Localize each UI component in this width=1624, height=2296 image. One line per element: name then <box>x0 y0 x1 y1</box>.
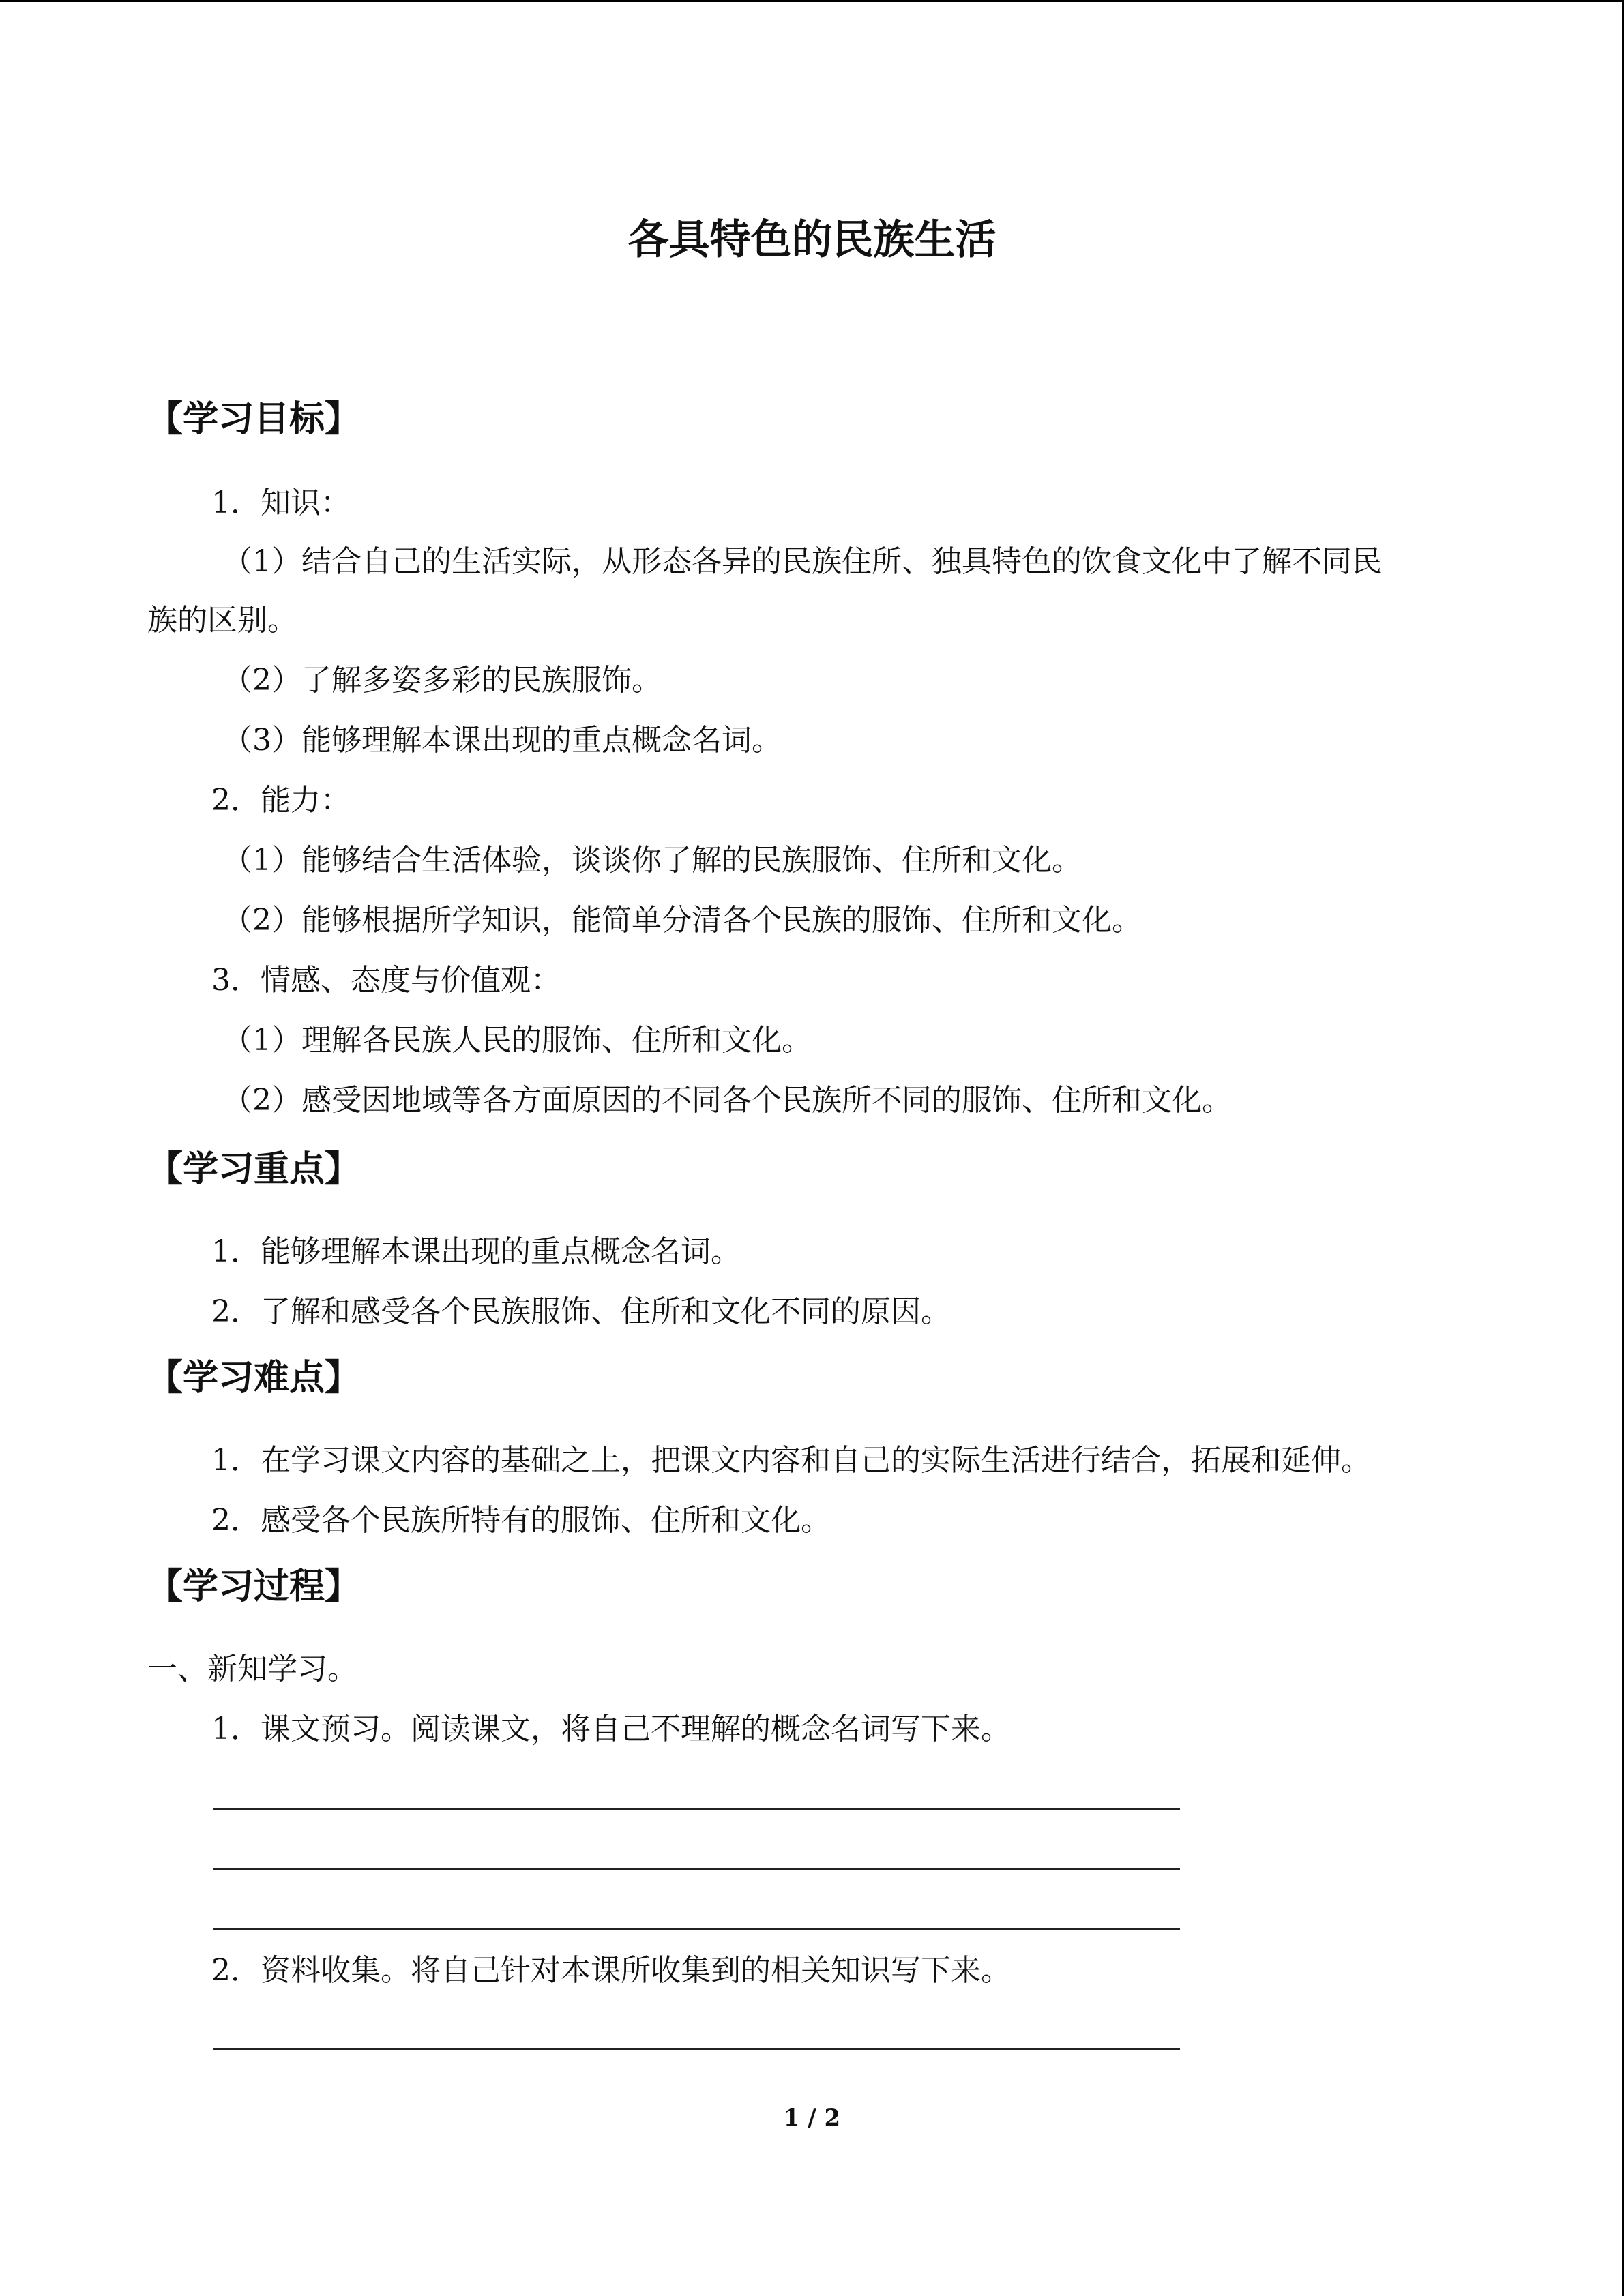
page-title: 各具特色的民族生活 <box>628 216 996 264</box>
page-top-border <box>0 0 1624 2</box>
heading-process: 【学习过程】 <box>147 1566 361 1607</box>
answer-blank-line[interactable] <box>213 1868 1180 1870</box>
heading-key-points: 【学习重点】 <box>147 1149 361 1190</box>
knowledge-label: 1．知识： <box>211 486 351 520</box>
ability-item-2: （2）能够根据所学知识，能简单分清各个民族的服饰、住所和文化。 <box>222 903 1142 938</box>
difficulty-2: 2．感受各个民族所特有的服饰、住所和文化。 <box>211 1503 831 1538</box>
emotion-label: 3．情感、态度与价值观： <box>211 963 561 998</box>
process-task-1: 1．课文预习。阅读课文，将自己不理解的概念名词写下来。 <box>211 1712 1011 1746</box>
page-number: 1 / 2 <box>783 2104 841 2132</box>
answer-blank-line[interactable] <box>213 1928 1180 1930</box>
knowledge-item-2: （2）了解多姿多彩的民族服饰。 <box>222 663 662 698</box>
emotion-item-1: （1）理解各民族人民的服饰、住所和文化。 <box>222 1023 812 1058</box>
answer-blank-line[interactable] <box>213 1808 1180 1810</box>
heading-objectives: 【学习目标】 <box>147 399 361 440</box>
ability-label: 2．能力： <box>211 783 351 818</box>
emotion-item-2: （2）感受因地域等各方面原因的不同各个民族所不同的服饰、住所和文化。 <box>222 1083 1232 1118</box>
process-task-2: 2．资料收集。将自己针对本课所收集到的相关知识写下来。 <box>211 1953 1011 1988</box>
answer-blank-line[interactable] <box>213 2048 1180 2050</box>
difficulty-1: 1．在学习课文内容的基础之上，把课文内容和自己的实际生活进行结合，拓展和延伸。 <box>211 1443 1371 1478</box>
process-part-1: 一、新知学习。 <box>147 1652 357 1686</box>
ability-item-1: （1）能够结合生活体验，谈谈你了解的民族服饰、住所和文化。 <box>222 843 1082 878</box>
heading-difficulties: 【学习难点】 <box>147 1358 361 1399</box>
knowledge-item-1-line-2: 族的区别。 <box>147 603 297 638</box>
key-point-1: 1．能够理解本课出现的重点概念名词。 <box>211 1234 741 1269</box>
knowledge-item-3: （3）能够理解本课出现的重点概念名词。 <box>222 723 782 758</box>
key-point-2: 2．了解和感受各个民族服饰、住所和文化不同的原因。 <box>211 1294 951 1329</box>
knowledge-item-1-line-1: （1）结合自己的生活实际，从形态各异的民族住所、独具特色的饮食文化中了解不同民 <box>222 544 1382 579</box>
